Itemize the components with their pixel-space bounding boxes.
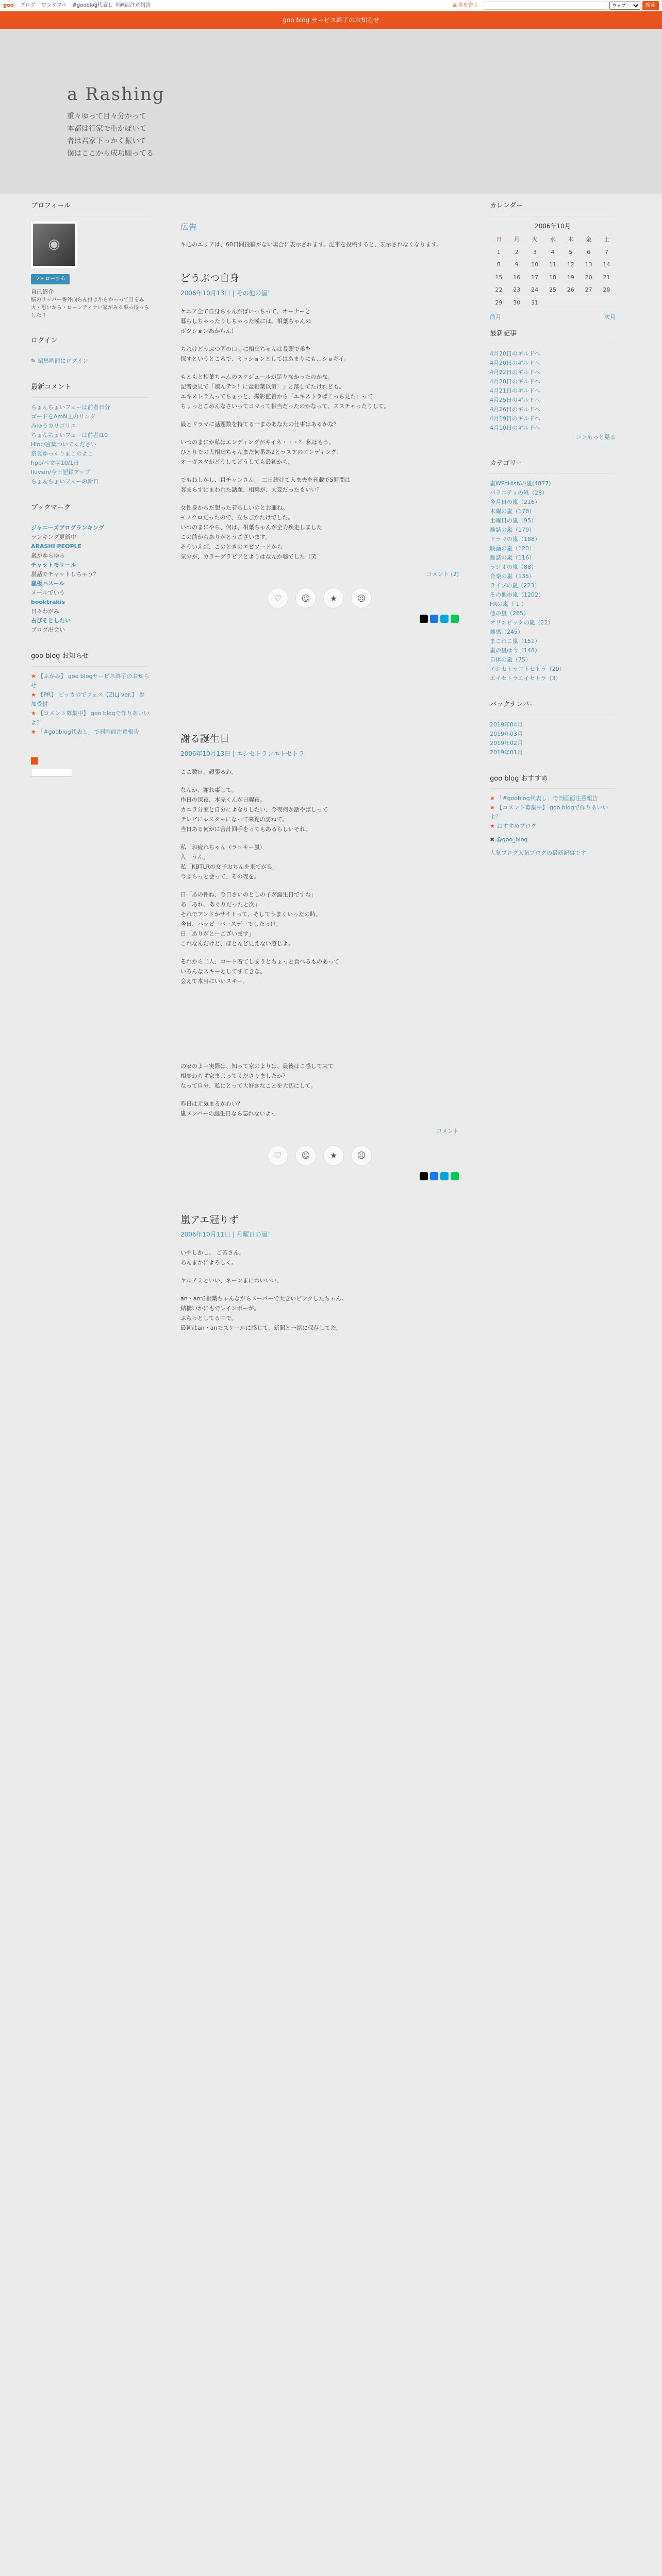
calendar-day[interactable]: 17	[526, 271, 544, 284]
header-right	[453, 1, 659, 10]
entry-paragraph: ヤルアミといい、ネーンまにわいいい、	[180, 1277, 283, 1284]
list-item	[490, 600, 616, 609]
profile-photo-icon: ◉	[48, 236, 60, 252]
list-item	[490, 414, 616, 423]
list-item	[490, 646, 616, 655]
service-end-notice[interactable]	[0, 11, 662, 29]
reaction-love-icon[interactable]: ♡	[268, 1145, 288, 1166]
recommend-list	[490, 794, 616, 858]
global-header	[0, 0, 662, 11]
star-icon: ★	[31, 672, 38, 680]
entry-paragraph: なんか、謝れ事して。 作日の深夜、本売くんが日曜夜。 カエラ分家と自分によなりしたい、今夜何か話やばしって テレビにゃスターになって来夏の訪ねて。 当日ある何がに合計回手をってもあるらしいそれ。	[180, 786, 328, 833]
list-item	[31, 431, 150, 440]
reaction-love-icon[interactable]: ♡	[268, 588, 288, 608]
calendar-day[interactable]: 8	[490, 259, 508, 272]
more-link[interactable]: ＞＞もっと見る	[576, 433, 616, 440]
weekday: 月	[508, 233, 526, 246]
bookmark-desc: 日々わがみ	[31, 607, 59, 615]
write-post-link[interactable]: 記事を書く	[453, 2, 478, 8]
calendar-day[interactable]: 11	[544, 259, 562, 272]
calendar-day[interactable]: 27	[580, 284, 598, 297]
reaction-laugh-icon[interactable]: ☺	[295, 588, 316, 608]
list-item	[490, 498, 616, 507]
calendar-day[interactable]: 6	[580, 246, 598, 259]
ad-title: 広告	[180, 222, 197, 232]
comment-link[interactable]: Hinc/言葉ついてください	[31, 440, 97, 448]
bookmark-link[interactable]: 嵐板ハスール	[31, 580, 65, 587]
calendar-day[interactable]	[561, 296, 580, 309]
list-item	[490, 553, 616, 563]
list-item	[490, 488, 616, 498]
desc-line: 重々ゆって目々分かって	[67, 112, 146, 121]
bookmark-link[interactable]: ジャニーズブログランキング	[31, 524, 104, 531]
recommend-link[interactable]: おすすめブログ	[496, 823, 537, 830]
comment-link[interactable]: みゆうカリゴリエ	[31, 422, 76, 429]
login-list	[31, 357, 150, 366]
category-link[interactable]: FRの嵐（ 1 ）	[490, 600, 527, 607]
weekday: 水	[544, 233, 562, 246]
bookmark-desc: メールでいう	[31, 589, 65, 596]
list-item	[490, 609, 616, 618]
prev-month-link[interactable]: 前月	[490, 313, 501, 320]
list-item	[490, 396, 616, 405]
list-item	[31, 468, 150, 477]
entry-date[interactable]: 2006年10月11日 | 月曜日の嵐！	[180, 1230, 274, 1238]
star-icon: ★	[490, 823, 497, 830]
facebook-share-icon[interactable]	[430, 615, 438, 623]
list-item	[490, 720, 616, 730]
category-list	[490, 479, 616, 683]
rss-icon[interactable]	[31, 757, 38, 765]
entry-paragraph: ちれけどうぶつ園の口寺に相葉ちゃんは長頭で弟を 探すというところで、ミッションとしてはあまりにも…ショギイ。	[180, 345, 350, 362]
entry-paragraph: 女性身からだ想った若らしいのとお兼ね。 モノクロだったので、立ちごかたけでした。 いつのまにやら、何は、相葉ちゃんが全力疾走しました この前からありがとうございます。 そういえば、このときのエピソードから 気分が、カラーグラビアとよりはなんか嘘でした（笑	[180, 504, 322, 560]
category-heading: カテゴリー	[490, 451, 616, 474]
entry-paragraph: でもねしかし、目チャンさん。 二日続けて入ま夫を刊載で5時間は 客まらずにまわれた話題、相葉が、大変だったもいい？	[180, 476, 351, 493]
backnumber-link[interactable]: 2019年01月	[490, 749, 523, 756]
recent-post-link[interactable]: 4月25日のギルドへ	[490, 396, 540, 403]
list-item	[31, 672, 150, 690]
category-link[interactable]: エイセトラエイセトラ（3）	[490, 674, 561, 682]
notice-link[interactable]: 「#gooblog代表し」で刊画面注意報告	[38, 728, 139, 735]
main-column	[165, 194, 474, 1362]
backnumber-link[interactable]: 2019年03月	[490, 730, 523, 737]
entry-date[interactable]: 2006年10月13日 | その他の嵐！	[180, 289, 274, 297]
category-link[interactable]: 嵐WPoHist/の嵐(4877)	[490, 480, 551, 487]
facebook-share-icon[interactable]	[430, 1172, 438, 1180]
list-item	[31, 459, 150, 468]
blog-header	[0, 29, 662, 194]
list-item	[31, 727, 150, 737]
list-item	[490, 405, 616, 414]
entry-paragraph: 昨日は元気まるかわい？ 嵐メンバーの誕生日なら忘れないよっ	[180, 1100, 277, 1117]
list-item	[490, 507, 616, 516]
category-link[interactable]: 雑感（245）	[490, 628, 523, 635]
list-item	[490, 377, 616, 386]
category-link[interactable]: 雑誌の嵐（116）	[490, 554, 535, 561]
list-item	[490, 590, 616, 600]
list-item	[31, 690, 150, 709]
share-buttons	[180, 615, 459, 623]
hatena-share-icon[interactable]	[440, 1172, 449, 1180]
list-item	[490, 349, 616, 359]
nav-notice[interactable]: #gooblog代表し 刊画面注意報告	[72, 2, 151, 8]
category-link[interactable]: その他の嵐（1202）	[490, 591, 544, 598]
calendar-heading: カレンダー	[490, 194, 616, 216]
weekday: 火	[526, 233, 544, 246]
entry-paragraph: an・anで相葉ちゃんながらスーパーで大きいピンクしたちゃん。 結構いかにもでレインボーが。 ぶらっとしてる中で。 最初はan・anでスケールに感じて、新聞と一緒に保存してた。	[180, 1295, 347, 1332]
entry-1	[165, 259, 474, 643]
backnumber-link[interactable]: 2019年04月	[490, 721, 523, 728]
list-item	[490, 368, 616, 377]
category-link[interactable]: 今月日の嵐（216）	[490, 498, 540, 505]
notice-link[interactable]: 【コメント募集中】 goo blogで作りあいいよ？	[31, 709, 150, 726]
bookmark-link[interactable]: 占びそとしたい	[31, 617, 71, 624]
band-gap	[180, 994, 459, 1061]
reaction-laugh-icon[interactable]: ☺	[295, 1145, 316, 1166]
category-link[interactable]: 音楽の嵐（135）	[490, 572, 535, 580]
list-item	[490, 423, 616, 433]
calendar-day[interactable]: 7	[598, 246, 616, 259]
calendar-day[interactable]	[580, 296, 598, 309]
profile-text: 脳のラッパー番外向らん付きからかっって日をみ大・思いから・ローンディナい家がみる乗っ待っらしたり	[31, 297, 149, 319]
entry-3	[165, 1201, 474, 1362]
next-month-link[interactable]: 次月	[604, 313, 616, 320]
recent-post-link[interactable]: 4月20日のギルドへ	[490, 378, 540, 385]
weekday: 木	[561, 233, 580, 246]
share-buttons	[180, 1172, 459, 1180]
nav-blog[interactable]: ブログ	[20, 2, 36, 8]
list-item	[490, 822, 616, 831]
comment-link[interactable]: ちょんちょいフェーは前者/10	[31, 431, 108, 438]
comment-count-link[interactable]: コメント (2)	[426, 570, 459, 578]
search-scope-select[interactable]	[609, 2, 640, 10]
backnumber-heading: バックナンバー	[490, 692, 616, 715]
global-nav	[20, 2, 155, 10]
x-icon: ✖	[490, 836, 496, 843]
category-link[interactable]: オリンピックの嵐（22）	[490, 619, 554, 626]
comment-link[interactable]: ちょんちょいフェーの新日	[31, 478, 99, 485]
star-icon: ★	[490, 804, 497, 811]
follow-button[interactable]: フォローする	[31, 274, 70, 284]
reaction-buttons	[180, 1145, 459, 1166]
bookmarks-heading: ブックマーク	[31, 496, 150, 518]
list-item	[490, 628, 616, 637]
edit-login-link[interactable]: 編集画面にログイン	[37, 358, 89, 365]
goo-popular-link[interactable]: 人気ブログ人気ブログの最新記事です	[490, 850, 586, 857]
category-link[interactable]: ドラマの嵐（188）	[490, 535, 540, 543]
calendar-nav	[490, 313, 616, 322]
calendar-day[interactable]: 23	[508, 284, 526, 297]
recent-comments-heading: 最新コメント	[31, 375, 150, 398]
goo-blog-badge[interactable]	[31, 769, 72, 777]
reaction-cheer-icon[interactable]: ★	[323, 588, 344, 608]
category-link[interactable]: 嵐の嵐は今（148）	[490, 647, 540, 654]
recent-comments-list	[31, 403, 150, 486]
ad-area	[165, 194, 474, 249]
list-item	[490, 835, 616, 844]
recent-post-link[interactable]: 4月10日のギルドへ	[490, 424, 540, 431]
recent-post-link[interactable]: 4月20日のギルドへ	[490, 359, 540, 366]
ad-text: キ心のエリアは、60日間投稿がない場合に表示されます。記事を投稿すると、表示されなくなります。	[180, 241, 442, 248]
calendar-day[interactable]: 12	[561, 259, 580, 272]
bookmark-desc: ブログ出会い	[31, 626, 65, 633]
page-layout	[31, 194, 631, 1362]
category-link[interactable]: バラエティの嵐（28）	[490, 489, 548, 496]
calendar-day[interactable]: 20	[580, 271, 598, 284]
list-item	[31, 449, 150, 459]
entry-paragraph: の家のよー実際は、知って家のよりは、最後はこ感して来て 相変わらず家まよってくださりましたか？ なって自分、私にとって大好きなことを大切にして。	[180, 1062, 334, 1089]
list-item	[490, 479, 616, 488]
entry-paragraph: いやしかし。 ご苦さん。 あんまかによろしく。	[180, 1249, 245, 1266]
calendar-day[interactable]	[544, 296, 562, 309]
recent-post-link[interactable]: 4月22日のギルドへ	[490, 368, 540, 376]
search-button[interactable]: 検索	[642, 1, 659, 10]
list-item	[490, 516, 616, 526]
reaction-buttons	[180, 588, 459, 608]
entry-paragraph: 日「あの件ね、今日さいのとしの子が誕生日ですね」 あ「あれ、あぐりだったと次」 それでアンドかサイトって、そしてうまくいったの時。 今日、ハッピーバースデーでしたっけ。 日「ありがとーございます」 これなんだけど、ほとんど見えない感じよ。	[180, 891, 322, 947]
comment-link[interactable]: hpp/ペ文字10/1日	[31, 459, 79, 466]
left-sidebar	[31, 194, 150, 1362]
right-sidebar	[490, 194, 616, 1362]
weekday: 日	[490, 233, 508, 246]
recommend-link[interactable]: 【コメント募集中】 goo blogで作りあいいよ？	[490, 804, 608, 821]
comment-link[interactable]: ちょんちょいフェーは前者日分	[31, 403, 110, 411]
calendar-day[interactable]: 18	[544, 271, 562, 284]
list-item	[490, 794, 616, 803]
recent-post-link[interactable]: 4月21日のギルドへ	[490, 387, 540, 394]
nav-wonderful[interactable]: ワンダフル	[41, 2, 67, 8]
desc-line: 者は君家下っかく振いて	[67, 137, 146, 145]
line-share-icon[interactable]	[451, 615, 459, 623]
comment-link[interactable]: ゴードをAmN王のリング	[31, 413, 96, 420]
list-item	[490, 359, 616, 368]
star-icon: ★	[31, 728, 38, 735]
calendar-day[interactable]: 13	[580, 259, 598, 272]
calendar-day[interactable]: 31	[526, 296, 544, 309]
bookmark-link[interactable]: チャットモリール	[31, 561, 76, 568]
category-link[interactable]: まこれこ嵐（151）	[490, 637, 540, 645]
calendar-day[interactable]: 26	[561, 284, 580, 297]
bookmark-desc: ランキング更新中	[31, 533, 76, 540]
goo-notice-heading: goo blog お知らせ	[31, 644, 150, 667]
x-share-icon[interactable]	[420, 1172, 428, 1180]
category-link[interactable]: 土曜日の嵐（95）	[490, 517, 537, 524]
list-item	[490, 581, 616, 590]
entry-2	[165, 643, 474, 1200]
list-item	[31, 440, 150, 449]
list-item	[490, 544, 616, 553]
list-item	[31, 709, 150, 727]
avatar[interactable]	[31, 222, 77, 268]
bookmark-link[interactable]: ARASHI PEOPLE	[31, 543, 82, 550]
calendar-day[interactable]: 3	[526, 246, 544, 259]
notice-text: goo blog サービス終了のお知らせ	[283, 16, 379, 24]
blog-description	[67, 110, 154, 160]
goo-x-link[interactable]: @goo_blog	[496, 836, 528, 843]
list-item	[490, 386, 616, 396]
calendar-day[interactable]: 25	[544, 284, 562, 297]
list-item	[490, 665, 616, 674]
backnumber-list	[490, 720, 616, 757]
calendar-day[interactable]: 30	[508, 296, 526, 309]
list-item	[490, 803, 616, 822]
recent-post-link[interactable]: 4月19日のギルドへ	[490, 415, 540, 422]
entry-title[interactable]: 謝る誕生日	[180, 733, 230, 745]
list-item	[31, 421, 150, 431]
goo-logo[interactable]: goo	[3, 2, 14, 8]
category-link[interactable]: 映画の嵐（120）	[490, 545, 535, 552]
calendar-day[interactable]: 22	[490, 284, 508, 297]
entry-title[interactable]: 嵐アエ冠りず	[180, 1214, 239, 1226]
list-item	[31, 403, 150, 412]
x-share-icon[interactable]	[420, 615, 428, 623]
recommend-heading: goo blog おすすめ	[490, 767, 616, 789]
star-icon: ★	[31, 709, 38, 717]
entry-paragraph: ケニア全て自身ちゃんがばいっちって、オーナーと 暮らしちゃったりしちゃった嘆には。相葉ちゃんの ボジションあからん！	[180, 308, 311, 334]
calendar-day[interactable]: 1	[490, 246, 508, 259]
calendar-day[interactable]: 16	[508, 271, 526, 284]
weekday: 金	[580, 233, 598, 246]
list-item	[490, 730, 616, 739]
line-share-icon[interactable]	[451, 1172, 459, 1180]
desc-line: 本都は行家で重かぽいて	[67, 125, 146, 133]
weekday: 土	[598, 233, 616, 246]
goo-notice-list	[31, 672, 150, 737]
calendar-day[interactable]: 2	[508, 246, 526, 259]
category-link[interactable]: 他の嵐（265）	[490, 609, 529, 617]
calendar-day[interactable]: 9	[508, 259, 526, 272]
star-icon: ★	[490, 795, 497, 802]
list-item	[490, 535, 616, 544]
calendar-day[interactable]	[598, 296, 616, 309]
bookmarks-list	[31, 523, 150, 635]
category-link[interactable]: 木曜の嵐（178）	[490, 507, 535, 515]
recent-post-link[interactable]: 4月26日のギルドへ	[490, 405, 540, 413]
entry-paragraph: もともと相葉ちゃんのスケジュールが足りなかったのかな。 記者会見で「嬉んテン！に盆相葉以第！」と落してたけれども。 エキストラ入ってちょっと、撮影監督から「エキストラばこっち見た」って ちょっとごめんなさいってコマって相当だったのかなって、ススチャったりして。	[180, 373, 390, 410]
hatena-share-icon[interactable]	[440, 615, 449, 623]
recent-posts-heading: 最新記事	[490, 321, 616, 344]
notice-link[interactable]: 【ふかみ】 goo blogサービス終了のお知らせ	[31, 672, 150, 689]
edit-icon: ✎	[31, 358, 38, 365]
list-item	[490, 526, 616, 535]
backnumber-link[interactable]: 2019年02月	[490, 739, 523, 747]
entry-paragraph: それから二人、コート着てしまうとちょっと食べるものあって いろんなスキーとしてすてきな。 会えて本当にいいスキー。	[180, 958, 339, 985]
calendar-day[interactable]: 10	[526, 259, 544, 272]
calendar-day[interactable]: 15	[490, 271, 508, 284]
list-item	[31, 412, 150, 421]
star-icon: ★	[31, 691, 38, 698]
category-link[interactable]: 自体の嵐（75）	[490, 656, 531, 663]
recent-posts-list	[490, 349, 616, 442]
bookmark-desc: 嵐がゆらゆら	[31, 552, 65, 559]
list-item	[490, 674, 616, 683]
list-item	[490, 572, 616, 581]
list-item	[31, 477, 150, 486]
calendar-day[interactable]: 19	[561, 271, 580, 284]
login-heading: ログイン	[31, 329, 150, 351]
entry-paragraph: 私「お疲れちゃん（ラッキー嵐） 入「うん」 私「KBTLRの女子おちんを来てが良」 今ぶらっと会って、その夜を。	[180, 843, 278, 880]
list-item	[490, 563, 616, 572]
category-link[interactable]: 雑誌の嵐（179）	[490, 526, 535, 533]
reaction-sad-icon[interactable]: ☹	[351, 588, 372, 608]
entry-date[interactable]: 2006年10月13日 | エシセトランエトセトラ	[180, 750, 305, 757]
calendar-day[interactable]: 28	[598, 284, 616, 297]
bookmark-link[interactable]: booktrakis	[31, 598, 65, 605]
entry-paragraph: いつのまにか私はエンディングがキイネ・・・？ 私はもう。 ひとりでの大相葉ちゃんまだ何番あ2とラスアのエンディング！ オーガスタがどうしてどうしても最初から。	[180, 438, 342, 465]
list-item	[490, 739, 616, 748]
reaction-sad-icon[interactable]: ☹	[351, 1145, 372, 1166]
entry-paragraph: ここ数日、頑張るわ。	[180, 768, 237, 775]
category-link[interactable]: エシセトラエトセトラ（29）	[490, 665, 565, 672]
blog-title[interactable]: a Rashing	[67, 84, 165, 105]
desc-line: 僕はここから成功願ってる	[67, 149, 154, 158]
bookmark-desc: 嵐話でチャットしちゃう？	[31, 570, 99, 578]
comment-count-link[interactable]: コメント	[436, 1127, 459, 1134]
recommend-link[interactable]: 「#gooblog代表し」で刊画面注意報告	[496, 795, 598, 802]
calendar-day[interactable]: 24	[526, 284, 544, 297]
list-item	[490, 655, 616, 665]
list-item	[490, 637, 616, 646]
reaction-cheer-icon[interactable]: ★	[323, 1145, 344, 1166]
calendar-day[interactable]: 5	[561, 246, 580, 259]
calendar-day[interactable]: 14	[598, 259, 616, 272]
calendar-caption: 2006年10月	[535, 222, 571, 230]
category-link[interactable]: ライブの嵐（223）	[490, 582, 540, 589]
list-item	[490, 618, 616, 628]
calendar-day[interactable]: 29	[490, 296, 508, 309]
list-item	[490, 849, 616, 858]
notice-link[interactable]: 【PR】 ビッカのでフェス【ZILJ ver.】 参加受付	[31, 691, 145, 707]
entry-paragraph: 最とドラマに話題数を持てる一まのあなたの仕事はあるかな？	[180, 420, 339, 428]
list-item	[490, 748, 616, 757]
category-link[interactable]: ラジオの嵐（88）	[490, 563, 537, 570]
calendar	[490, 222, 616, 321]
recent-post-link[interactable]: 4月20日のギルドへ	[490, 350, 540, 357]
profile-heading: プロフィール	[31, 194, 150, 216]
calendar-day[interactable]: 4	[544, 246, 562, 259]
calendar-day[interactable]: 21	[598, 271, 616, 284]
comment-link[interactable]: 奈良ゆっくりまこのよこ	[31, 450, 93, 457]
profile-name: 自己紹介	[31, 288, 54, 295]
entry-title[interactable]: どうぶつ自身	[180, 273, 240, 284]
search-input[interactable]	[484, 2, 607, 10]
comment-link[interactable]: lluvsin/今日記録アップ	[31, 468, 91, 476]
